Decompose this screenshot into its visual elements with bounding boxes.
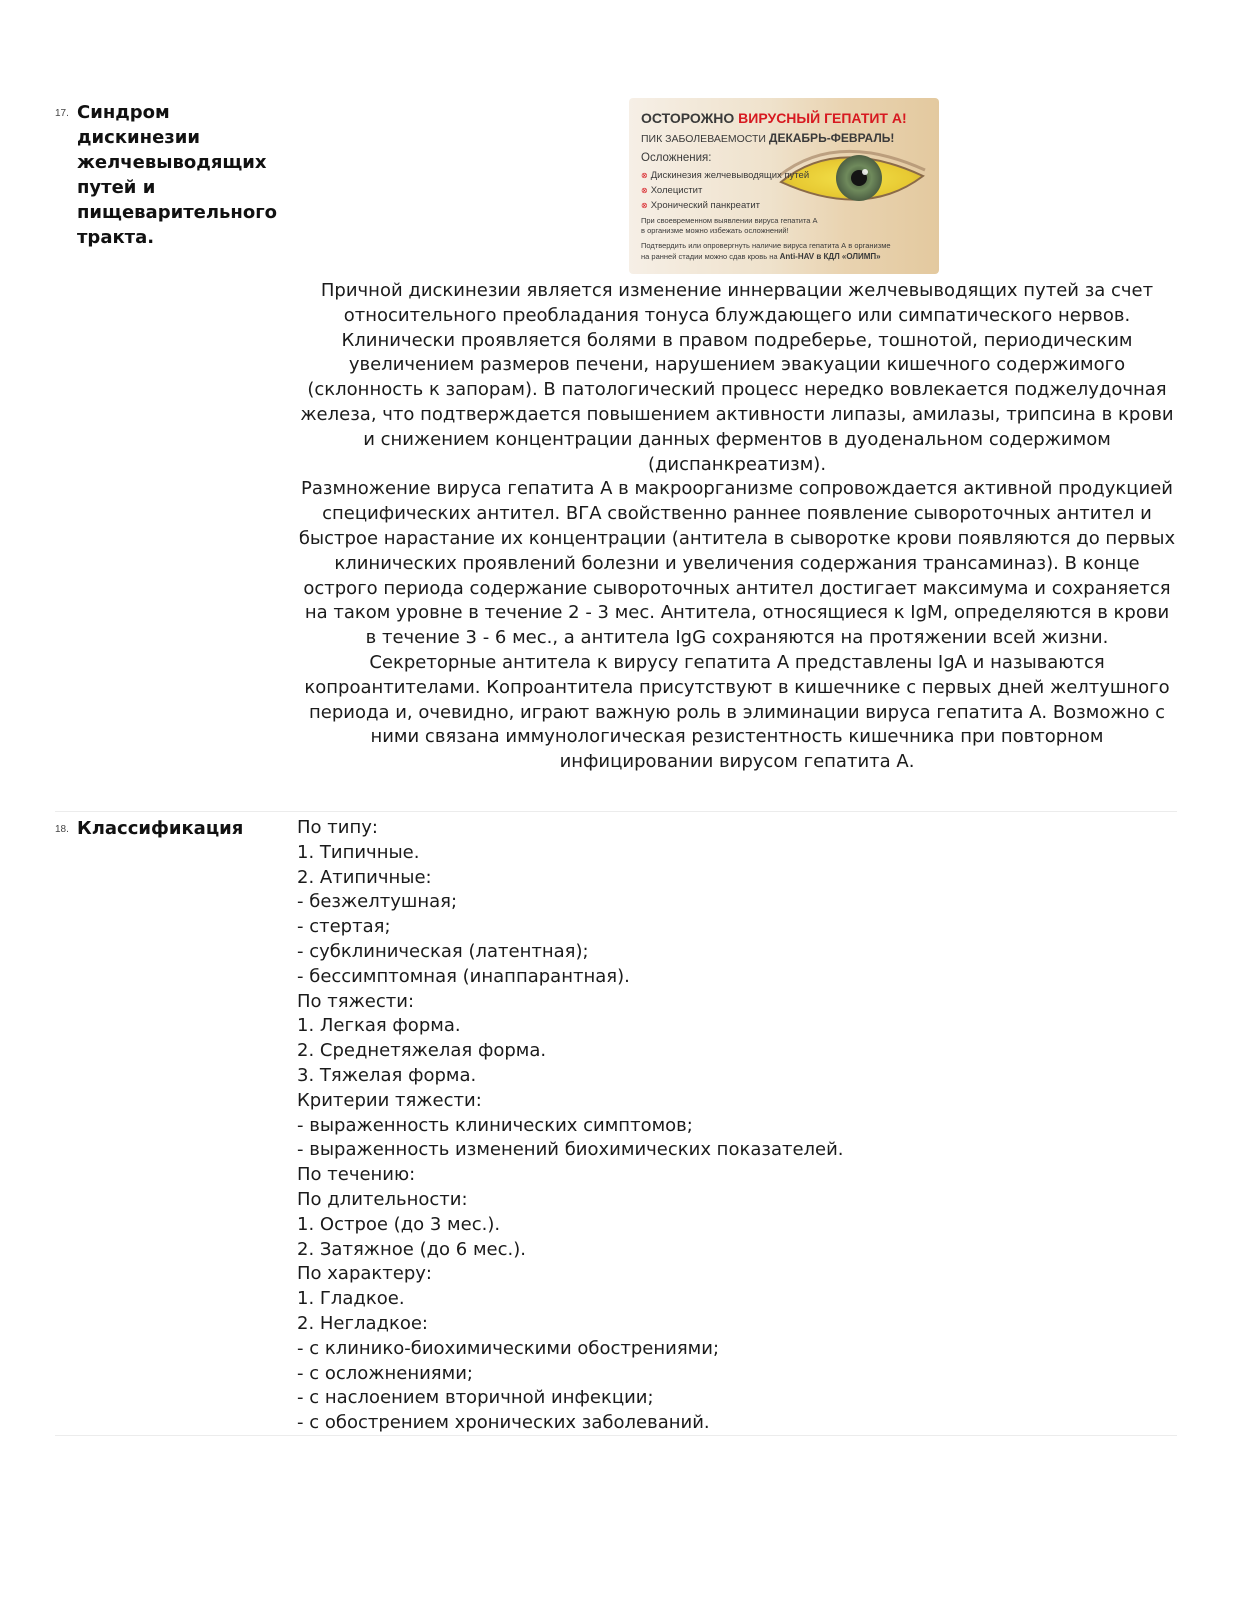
list-item: 2. Негладкое: [297,1312,428,1334]
list-item: По типу: [297,817,378,838]
list-item [641,198,809,213]
list-item [641,168,809,183]
row-number: 17. [55,108,69,119]
list-item: - безжелтушная; [297,891,458,913]
list-item: - с клинико-биохимическими обострениями; [297,1337,720,1359]
poster-peak [641,131,894,145]
row-paragraphs [297,279,1177,775]
list-item: - выраженность клинических симптомов; [297,1114,693,1136]
note-line: Подтвердить или опровергнуть наличие вируса гепатита А в организме [641,241,891,250]
list-item: 3. Тяжелая форма. [297,1064,477,1086]
note-emphasis: Anti-HAV в КДЛ «ОЛИМП» [779,251,881,261]
table-row [55,98,1177,812]
list-item: - с осложнениями; [297,1362,473,1384]
row-number: 18. [55,824,69,835]
poster-note-test [641,241,891,262]
list-item: 2. Затяжное (до 6 мес.). [297,1238,526,1260]
bullet-icon: ⊗ [641,201,648,210]
list-item: Критерии тяжести: [297,1089,482,1111]
list-item: По характеру: [297,1263,432,1285]
list-item: 2. Атипичные: [297,866,432,888]
list-item: - выраженность изменений биохимических показателей. [297,1139,844,1161]
list-item: По течению: [297,1164,416,1186]
note-line: в организме можно избежать осложнений! [641,226,789,235]
list-item: - бессимптомная (инаппарантная). [297,965,630,987]
list-item: - с наслоением вторичной инфекции; [297,1387,654,1409]
note-text: на ранней стадии можно сдав кровь на [641,251,780,261]
poster-note-prevention [641,216,818,236]
list-item: 1. Типичные. [297,841,420,863]
poster-title [641,110,907,126]
note-line: При своевременном выявлении вируса гепатита А [641,216,818,225]
poster-peak-value: ДЕКАБРЬ-ФЕВРАЛЬ! [768,131,895,145]
list-item: 1. Острое (до 3 мес.). [297,1213,501,1235]
list-item: По тяжести: [297,990,415,1012]
table-row [55,811,1177,1436]
list-item: 2. Среднетяжелая форма. [297,1040,547,1062]
row-heading: Синдром дискинезии желчевыводящих путей и пищеварительного тракта. [77,102,277,248]
row-body [297,816,1177,1436]
complication-text: Хронический панкреатит [650,200,761,211]
poster-title-accent: ВИРУСНЫЙ ГЕПАТИТ А! [738,110,907,126]
list-item: По длительности: [297,1188,468,1210]
note-line [641,252,891,263]
poster-complications-label: Осложнения: [641,152,712,164]
poster-title-lead: ОСТОРОЖНО [641,110,739,126]
paragraph: Причной дискинезии является изменение иннервации желчевыводящих путей за счет относительного преобладания тонуса блуждающего или симпатического нервов. Клинически проявляется болями в правом подреберье, тошнотой, периодическим увеличением размеров печени, нарушением эвакуации кишечного содержимого (склонность к запорам). В патологический процесс нередко вовлекается поджелудочная железа, что подтверждается повышением активности липазы, амилазы, трипсина в крови и снижением концентрации данных ферментов в дуоденальном содержимом (диспанкреатизм). [300,280,1174,475]
poster-complications-list [641,168,809,213]
list-item: 1. Легкая форма. [297,1015,461,1037]
paragraph: Размножение вируса гепатита А в макроорганизме сопровождается активной продукцией специфических антител. ВГА свойственно раннее появление сывороточных антител и быстрое нарастание их концентрации (антитела в сыворотке крови появляются до первых клинических проявлений болезни и увеличения содержания трансаминаз). В конце острого периода содержание сывороточных антител достигает максимума и сохраняется на таком уровне в течение 2 - 3 мес. Антитела, относящиеся к IgM, определяются в крови в течение 3 - 6 мес., а антитела IgG сохраняются на протяжении всей жизни. [298,478,1176,649]
bullet-icon: ⊗ [641,171,648,180]
complication-text: Дискинезия желчевыводящих путей [650,170,810,181]
paragraph: Секреторные антитела к вирусу гепатита А представлены IgA и называются копроантителами. Копроантитела присутствуют в кишечнике с первых дней желтушного периода и, очевидно, играют важную роль в элиминации вируса гепатита А. Возможно с ними связана иммунологическая резистентность кишечника при повторном инфицировании вирусом гепатита А. [304,651,1170,773]
hepatitis-a-poster [629,98,939,274]
row-heading: Классификация [77,818,244,839]
complication-text: Холецистит [650,185,703,196]
list-item [641,183,809,198]
list-item: - стертая; [297,916,391,938]
list-item: 1. Гладкое. [297,1288,405,1310]
list-item: - с обострением хронических заболеваний. [297,1412,710,1434]
poster-peak-label: ПИК ЗАБОЛЕВАЕМОСТИ [641,133,769,145]
classification-list [297,816,1177,1436]
list-item: - субклиническая (латентная); [297,940,589,962]
bullet-icon: ⊗ [641,186,648,195]
